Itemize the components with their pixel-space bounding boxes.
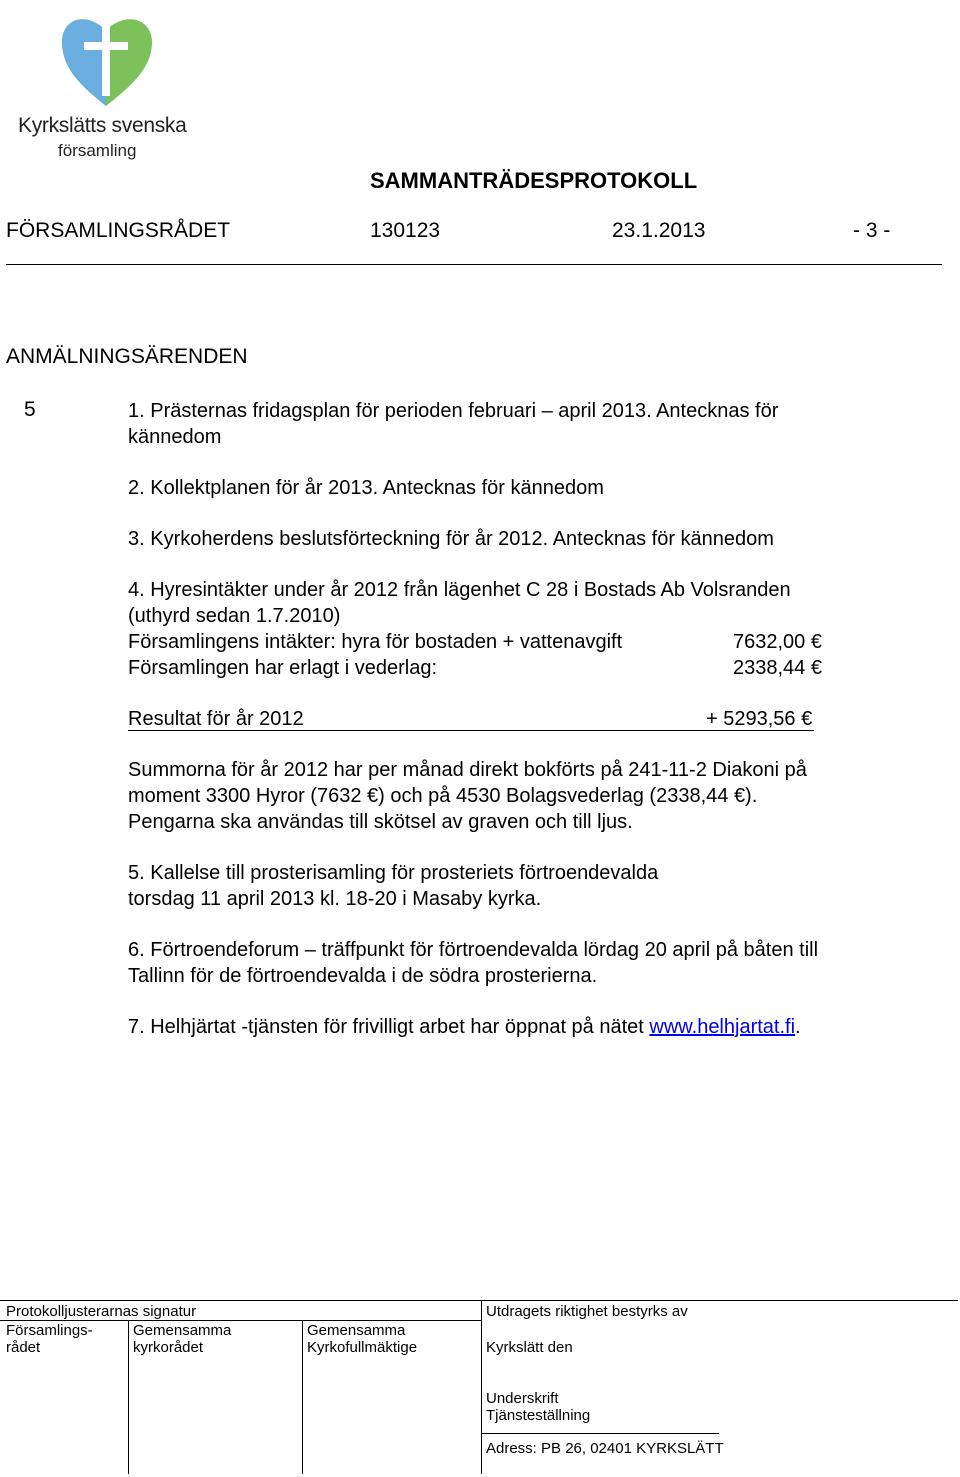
page-number: - 3 - [853, 219, 891, 242]
body-name: FÖRSAMLINGSRÅDET [6, 219, 231, 242]
item-4-line1: 4. Hyresintäkter under år 2012 från lägenhet C 28 i Bostads Ab Volsranden [128, 579, 791, 601]
rent-note-line2: moment 3300 Hyror (7632 €) och på 4530 Bolagsvederlag (2338,44 €). [128, 785, 758, 807]
address: Adress: PB 26, 02401 KYRKSLÄTT [486, 1440, 724, 1457]
col3-line2: Kyrkofullmäktige [307, 1339, 418, 1356]
item-6-line1: 6. Förtroendeforum – träffpunkt för förtroendevalda lördag 20 april på båten till [128, 939, 819, 961]
signatures-heading: Protokolljusterarnas signatur [6, 1303, 197, 1320]
document-title: SAMMANTRÄDESPROTOKOLL [370, 168, 698, 193]
verify-heading: Utdragets riktighet bestyrks av [486, 1303, 688, 1320]
rent-income-label: Församlingens intäkter: hyra för bostaden + vattenavgift [128, 631, 623, 653]
church-logo [18, 6, 187, 160]
col2-line2: kyrkorådet [133, 1339, 204, 1356]
result-underline [128, 730, 814, 731]
footer-divider-2 [302, 1320, 303, 1474]
logo-subtitle: församling [58, 141, 137, 160]
item-1-line1: 1. Prästernas fridagsplan för perioden februari – april 2013. Antecknas för [128, 400, 779, 422]
rent-fee-label: Församlingen har erlagt i vederlag: [128, 657, 438, 679]
col1-line2: rådet [6, 1339, 41, 1356]
item-7-text: 7. Helhjärtat -tjänsten för frivilligt arbet har öppnat på nätet [128, 1016, 650, 1038]
footer-divider-1 [128, 1320, 129, 1474]
position-label: Tjänsteställning [486, 1407, 591, 1424]
item-2: 2. Kollektplanen för år 2013. Antecknas för kännedom [128, 477, 604, 499]
item-7 [128, 1014, 801, 1040]
footer-top-rule [0, 1300, 958, 1301]
header-divider [6, 264, 942, 265]
result-value: + 5293,56 € [706, 708, 813, 730]
logo-name: Kyrkslätts svenska [18, 114, 187, 137]
meeting-date: 23.1.2013 [612, 219, 706, 242]
item-3: 3. Kyrkoherdens beslutsförteckning för år 2012. Antecknas för kännedom [128, 528, 774, 550]
item-5-line2: torsdag 11 april 2013 kl. 18-20 i Masaby kyrka. [128, 888, 542, 910]
item-1-line2: kännedom [128, 426, 222, 448]
rent-note-line1: Summorna för år 2012 har per månad direkt bokförts på 241-11-2 Diakoni på [128, 759, 807, 781]
helhjartat-link[interactable]: www.helhjartat.fi [649, 1016, 796, 1038]
item-7-period: . [795, 1016, 801, 1038]
footer-divider-3 [481, 1300, 482, 1474]
section-number: 5 [24, 398, 36, 421]
signature-label: Underskrift [486, 1390, 559, 1407]
item-4-line2: (uthyrd sedan 1.7.2010) [128, 605, 341, 627]
result-label: Resultat för år 2012 [128, 708, 304, 730]
footer-address-rule [481, 1433, 719, 1434]
place-date: Kyrkslätt den [486, 1339, 573, 1356]
heart-cross-icon [54, 6, 158, 110]
col3-line1: Gemensamma [307, 1322, 406, 1339]
footer-sig-rule [0, 1320, 481, 1321]
rent-income-value: 7632,00 € [733, 631, 822, 653]
col1-line1: Församlings- [6, 1322, 93, 1339]
rent-fee-value: 2338,44 € [733, 657, 822, 679]
section-title: ANMÄLNINGSÄRENDEN [6, 345, 248, 368]
item-6-line2: Tallinn för de förtroendevalda i de södra prosterierna. [128, 965, 598, 987]
col2-line1: Gemensamma [133, 1322, 232, 1339]
rent-note-line3: Pengarna ska användas till skötsel av graven och till ljus. [128, 811, 633, 833]
protocol-number: 130123 [370, 219, 441, 242]
item-5-line1: 5. Kallelse till prosterisamling för prosteriets förtroendevalda [128, 862, 659, 884]
